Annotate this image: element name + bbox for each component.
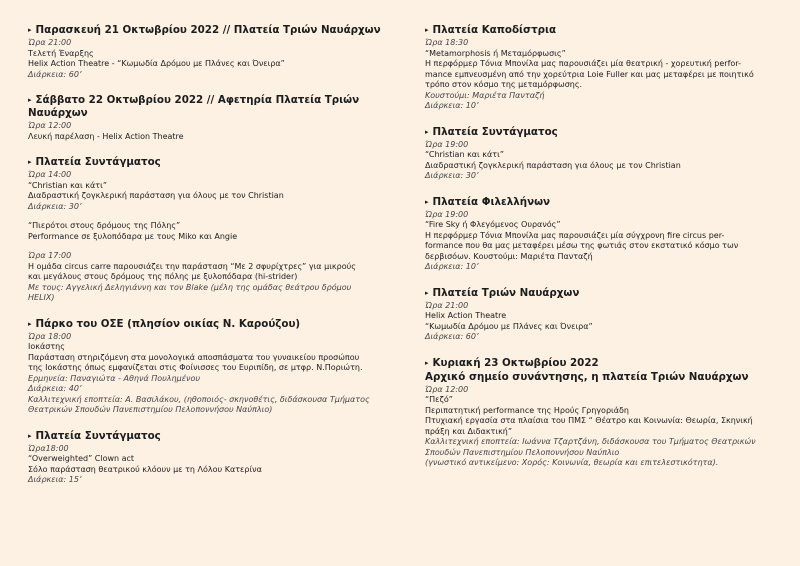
bullet-icon: ▸ [28,158,32,166]
bullet-icon: ▸ [425,26,429,34]
event-meta: Καλλιτεχνική εποπτεία: Ιωάννα Τζαρτζάνη, διδάσκουσα του Τμήματος Θεατρικών [425,437,756,446]
event-header [28,318,388,331]
event-meta: Ώρα 19:00 [425,209,469,219]
event-block [28,156,388,304]
event-header [425,357,775,370]
event-text: Διαδραστική ζογκλερική παράσταση για όλους με τον Christian [28,191,284,200]
bullet-icon: ▸ [28,26,32,34]
bullet-icon: ▸ [425,288,429,297]
event-text: Λευκή παρέλαση - Helix Action Theatre [28,131,184,141]
event-meta: Ώρα 18:00 [28,331,72,341]
event-meta: Διάρκεια: 10’ [425,101,479,110]
event-block [28,24,388,80]
left-column [28,24,388,500]
event-text: “Metamorphosis ή Μεταμόρφωσις” [425,48,566,58]
event-text: “Κωμωδία Δρόμου με Πλάνες και Όνειρα” [425,321,593,331]
event-text: mance εμπνευσμένη από την χορεύτρια Loie Fuller και μας μεταφέρει με ποιητικό [425,69,754,79]
event-header [28,156,388,169]
event-header-text: Πλατεία Συντάγματος [35,429,161,442]
event-block [425,357,775,469]
event-header [425,126,775,139]
event-meta: Καλλιτεχνική εποπτεία: Α. Βασιλάκου, (ηθοποιός- σκηνοθέτις, διδάσκουσα Τμήματος [28,394,370,404]
event-meta: Ώρα 17:00 [28,251,72,260]
event-header [28,94,388,120]
event-header-text: Κυριακή 23 Οκτωβρίου 2022 [432,356,599,369]
event-meta: Ώρα 18:30 [425,38,469,47]
event-text: Διαδραστική ζογκλερική παράσταση για όλους με τον Christian [425,160,681,170]
event-text: Τελετή Έναρξης [28,48,94,58]
event-text: της Ιοκάστης όπως εμφανίζεται στις Φοίνισσες του Ευριπίδη, σε μτφρ. Ν.Ποριώτη. [28,363,363,372]
event-header [425,196,775,209]
event-text: Η ομάδα circus carre παρουσιάζει την παράσταση “Με 2 σφυρίχτρες” για μικρούς [28,261,356,271]
event-meta: Ώρα 21:00 [425,300,469,310]
event-header [28,430,388,443]
event-header-text: Πλατεία Συντάγματος [432,125,558,138]
event-header [28,24,388,37]
event-header-text: Σάββατο 22 Οκτωβρίου 2022 // Αφετηρία Πλατεία Τριών Ναυάρχων [28,94,360,119]
event-meta: Διάρκεια: 40’ [28,384,82,393]
event-header [425,287,775,300]
event-header-text: Πλατεία Καποδίστρια [432,24,557,36]
event-meta: Διάρκεια: 60’ [28,69,82,79]
event-text: τρόπο στον κόσμο της μεταμόρφωσης. [425,80,583,89]
event-text: Helix Action Theatre [425,311,507,320]
event-text: “Fire Sky ή Φλεγόμενος Ουρανός” [425,220,561,229]
event-text: Helix Action Theatre - “Κωμωδία Δρόμου με Πλάνες και Όνειρα” [28,59,285,68]
event-meta: Με τους: Αγγελική Δεληγιάννη και τον Blake (μέλη της ομάδας θεάτρου δρόμου [28,282,352,292]
spacer [28,212,388,221]
event-header-text: Πάρκο του ΟΣΕ (πλησίον οικίας Ν. Καρούζου) [35,317,301,330]
event-header-text: Πλατεία Τριών Ναυάρχων [432,286,580,299]
event-text: Ιοκάστης [28,342,65,351]
event-text: “Πιερότοι στους δρόμους της Πόλης” [28,221,181,230]
event-meta: Διάρκεια: 10’ [425,262,479,271]
event-text: formance που θα μας μεταφέρει μέσω της φωτιάς στον εκστατικό κόσμο των [425,241,739,250]
event-meta: Διάρκεια: 60’ [425,332,479,341]
event-header-text: Παρασκευή 21 Οκτωβρίου 2022 // Πλατεία Τριών Ναυάρχων [35,24,381,36]
event-meta: HELIX) [28,293,55,302]
event-header-text: Πλατεία Συντάγματος [35,156,161,168]
event-meta: Θεατρικών Σπουδών Πανεπιστημίου Πελοποννήσου Ναύπλιο) [28,405,273,414]
event-header [425,24,775,37]
event-block [425,287,775,343]
event-subheader: Αρχικό σημείο συνάντησης, η πλατεία Τριών Ναυάρχων [425,370,749,383]
event-text: “Πεζό” [425,395,453,404]
event-header-text: Πλατεία Φιλελλήνων [432,195,551,208]
event-meta: Διάρκεια: 30’ [28,201,82,211]
event-block [425,196,775,273]
bullet-icon: ▸ [425,358,429,367]
event-meta: Ώρα 14:00 [28,170,72,179]
event-meta: Διάρκεια: 30’ [425,171,479,180]
event-meta: Ερμηνεία: Παναγιώτα - Αθηνά Πουλημένου [28,373,201,383]
bullet-icon: ▸ [28,96,32,104]
event-meta: Ώρα 19:00 [425,139,469,149]
spacer [28,242,388,251]
event-meta: Ώρα 12:00 [28,121,72,130]
event-meta: Ώρα18:00 [28,443,69,453]
right-column [425,24,775,483]
event-text: “Christian και κάτι” [425,150,504,159]
event-text: Περιπατητική performance της Ηρούς Γρηγοριάδη [425,405,629,415]
event-text: “Overweighted” Clown act [28,454,135,463]
event-meta: Σπουδών Πανεπιστημίου Πελοποννήσου Ναύπλιο [425,447,620,457]
event-text: Παράσταση στηριζόμενη στα μονολογικά αποσπάσματα του γυναικείου προσώπου [28,352,360,362]
event-block [28,430,388,486]
event-block [425,126,775,182]
event-block [28,94,388,142]
bullet-icon: ▸ [425,197,429,206]
event-text: “Christian και κάτι” [28,180,107,190]
event-meta: Κουστούμι: Μαριέτα Πανταζή [425,90,545,100]
bullet-icon: ▸ [28,319,32,328]
event-text: δερβισόων. Κουστούμι: Μαριέτα Πανταζή [425,251,593,261]
event-meta: (γνωστικό αντικείμενο: Χορός: Κοινωνία, θεωρία και επιτελεστικότητα). [425,458,719,467]
event-text: Σόλο παράσταση θεατρικού κλόουν με τη Λόλου Κατερίνα [28,464,262,474]
event-block [28,318,388,416]
event-text: και μεγάλους στους δρόμους της πόλης με ξυλοπόδαρα (hi-strider) [28,272,298,281]
event-block [425,24,775,112]
bullet-icon: ▸ [28,431,32,440]
event-text: πράξη και Διδακτική” [425,426,512,436]
event-meta: Ώρα 21:00 [28,38,72,47]
event-text: Performance σε ξυλοπόδαρα με τους Miko και Angie [28,231,238,241]
event-text: Η περφόρμερ Τόνια Μπονίλα μας παρουσιάζει μία θεατρική - χορευτική perfor- [425,59,741,68]
event-text: Η περφόρμερ Τόνια Μπονίλα μας παρουσιάζει μία σύγχρονη fire circus per- [425,230,725,240]
event-meta: Ώρα 12:00 [425,384,469,394]
bullet-icon: ▸ [425,127,429,136]
event-text: Πτυχιακή εργασία στα πλαίσια του ΠΜΣ “ Θέατρο και Κοινωνία: Θεωρία, Σκηνική [425,416,753,425]
event-meta: Διάρκεια: 15’ [28,475,82,484]
